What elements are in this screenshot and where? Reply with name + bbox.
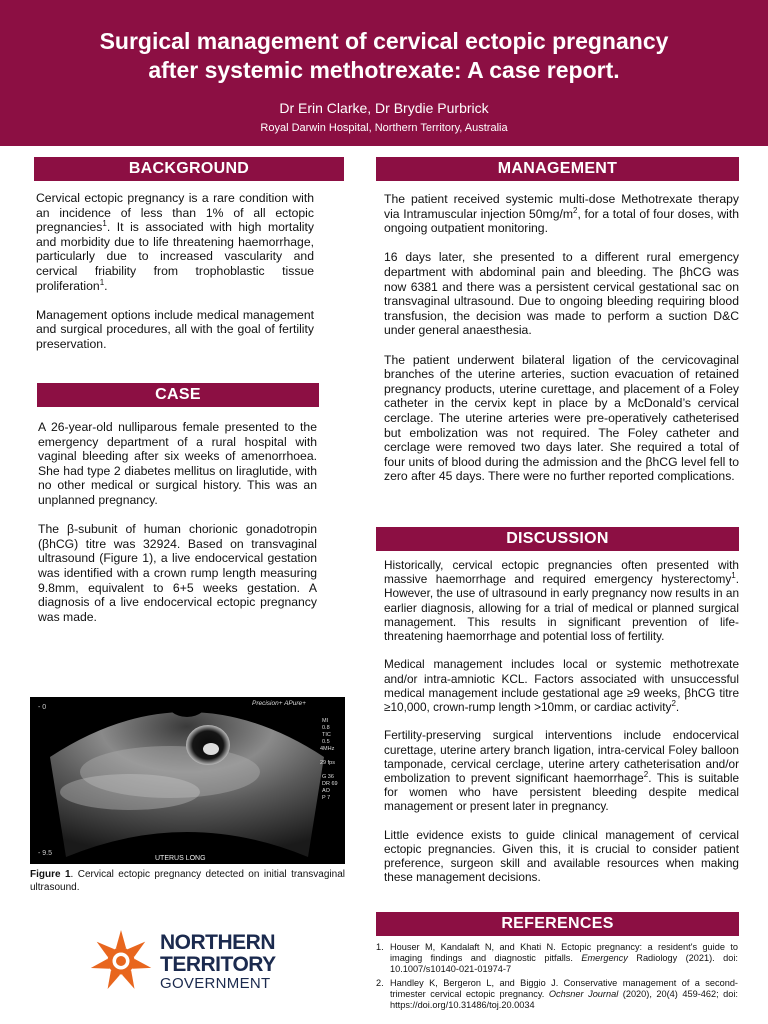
ultrasound-image <box>30 697 345 864</box>
case-paragraph-1: A 26-year-old nulliparous female presented to the emergency department of a rural hospital with vaginal bleeding after six weeks of amenorrhoea. She had type 2 diabetes mellitus on liraglutide, with no other medical or surgical history. This was an unplanned pregnancy. <box>38 420 317 507</box>
management-heading: MANAGEMENT <box>376 157 739 181</box>
embryo-pole <box>203 743 219 755</box>
discussion-paragraph-1: Historically, cervical ectopic pregnancies often presented with massive haemorrhage and required emergency hysterectomy$^1$. However, the use of ultrasound in early pregnancy now results in an earlier diagnosis, allowing for a trial of medical or planned surgical management. This results in significant prevention of life-threatening haemorrhage and potential loss of fertility. <box>384 558 739 644</box>
figure-caption: Figure 1. Cervical ectopic pregnancy detected on initial transvaginal ultrasound. <box>30 869 345 893</box>
background-paragraph-1: Cervical ectopic pregnancy is a rare condition with an incidence of less than 1% of all ectopic pregnancies$^1$. It is associated with high mortality and morbidity due to life threatening haemorrhage, particularly due to increased vascularity and cervical friability from trophoblastic tissue proliferation$^1$. <box>36 191 314 293</box>
discussion-paragraph-3: Fertility-preserving surgical interventions include endocervical curettage, uterine artery branch ligation, intra-cervical Foley balloon tamponade, cervical cerclage, uterine artery catheterisation and/or embolization to prevent significant haemorrhage$^2$. This is suitable for women who have persistent bleeding despite medical management or present later in pregnancy. <box>384 728 740 814</box>
affiliation: Royal Darwin Hospital, Northern Territory, Australia <box>260 122 508 134</box>
discussion-paragraph-2: Medical management includes local or systemic methotrexate and/or intra-amniotic KCL. Factors associated with unsuccessful medical management include gestational age ≥9 weeks, βhCG titre ≥10,000, crown-rump length >10mm, or cardiac activity$^2$. <box>384 657 739 715</box>
discussion-heading: DISCUSSION <box>376 527 739 551</box>
discussion-section <box>384 558 739 885</box>
case-paragraph-2: The β-subunit of human chorionic gonadotropin (βhCG) titre was 32924. Based on transvaginal ultrasound (Figure 1), a live endocervical gestation was identified with a crown rump length measuring 9.8mm, equivalent to 6+5 weeks gestation. A diagnosis of a live endocervical ectopic pregnancy was made. <box>38 522 317 624</box>
poster-header <box>0 0 768 146</box>
overlay-top: Precision+ APure+ <box>252 700 306 707</box>
logo-flower-icon <box>88 928 154 994</box>
scale-top: - 0 <box>38 704 47 711</box>
background-heading: BACKGROUND <box>34 157 344 181</box>
svg-text:AO: AO <box>322 788 330 794</box>
overlay-bottom: UTERUS LONG <box>155 855 206 862</box>
svg-text:MI: MI <box>322 718 329 724</box>
nt-government-logo <box>88 928 278 994</box>
management-paragraph-2: 16 days later, she presented to a different rural emergency department with abdominal pain and bleeding. The βhCG was now 6381 and there was a persistent cervical gestational sac on transvaginal ultrasound. Due to ongoing bleeding requiring blood transfusion, the decision was made to perform a suction D&C under general anaesthesia. <box>384 250 739 338</box>
reference-item: 1. Houser M, Kandalaft N, and Khati N. Ectopic pregnancy: a resident's guide to imaging findings and diagnostic pitfalls. Emergency Radiology (2021). doi: 10.1007/s10140-021-01974-7 <box>376 942 738 974</box>
background-section <box>36 191 314 352</box>
svg-text:4MHz: 4MHz <box>320 746 335 752</box>
svg-text:P 7: P 7 <box>322 795 331 801</box>
logo-line-3: GOVERNMENT <box>160 975 271 992</box>
svg-text:0.8: 0.8 <box>322 725 330 731</box>
ultrasound-figure <box>30 697 345 864</box>
title-line-1: Surgical management of cervical ectopic pregnancy <box>99 28 669 54</box>
case-section <box>38 420 317 624</box>
svg-text:G 36: G 36 <box>322 774 334 780</box>
svg-text:0.5: 0.5 <box>322 739 330 745</box>
management-section <box>384 192 739 484</box>
title-line-2: after systemic methotrexate: A case report. <box>148 57 620 83</box>
management-paragraph-1: The patient received systemic multi-dose Methotrexate therapy via Intramuscular injection $50mg/m^2$, for a total of four doses, with ongoing outpatient monitoring. <box>384 192 739 236</box>
management-paragraph-3: The patient underwent bilateral ligation of the cervicovaginal branches of the uterine arteries, suction evacuation of retained pregnancy products, uterine curettage, and placement of a Foley catheter in the cervix kept in place by a McDonald’s cervical cerclage. The uterine arteries were pre-operatively catheterised but embolization was not required. The Foley catheter and cerclage were removed two days later. She required a total of four units of blood during the admission and the βhCG level fell to zero after 45 days. There were no further reported complications. <box>384 352 739 484</box>
poster-title <box>40 27 728 85</box>
discussion-paragraph-4: Little evidence exists to guide clinical management of cervical ectopic pregnancies. Given this, it is crucial to consider patient preference, surgeon skill and available resources when making these management decisions. <box>384 827 739 885</box>
svg-text:29 fps: 29 fps <box>320 760 335 766</box>
reference-item: 2. Handley K, Bergeron L, and Biggio J. Conservative management of a second-trimester cervical ectopic pregnancy. Ochsner Journal (2020), 20(4) 459-462; doi: https://doi.org/10.31486/toj.20.0034 <box>376 978 738 1010</box>
case-heading: CASE <box>37 383 319 407</box>
authors: Dr Erin Clarke, Dr Brydie Purbrick <box>279 100 489 116</box>
logo-line-1: NORTHERN <box>160 931 275 954</box>
references-list <box>376 942 738 1014</box>
scale-bottom: - 9.5 <box>38 850 53 857</box>
svg-text:TIC: TIC <box>322 732 331 738</box>
logo-line-2: TERRITORY <box>160 953 276 976</box>
references-heading: REFERENCES <box>376 912 739 936</box>
svg-text:DR 69: DR 69 <box>322 781 338 787</box>
background-paragraph-2: Management options include medical management and surgical procedures, all with the goal of fertility preservation. <box>36 307 314 351</box>
